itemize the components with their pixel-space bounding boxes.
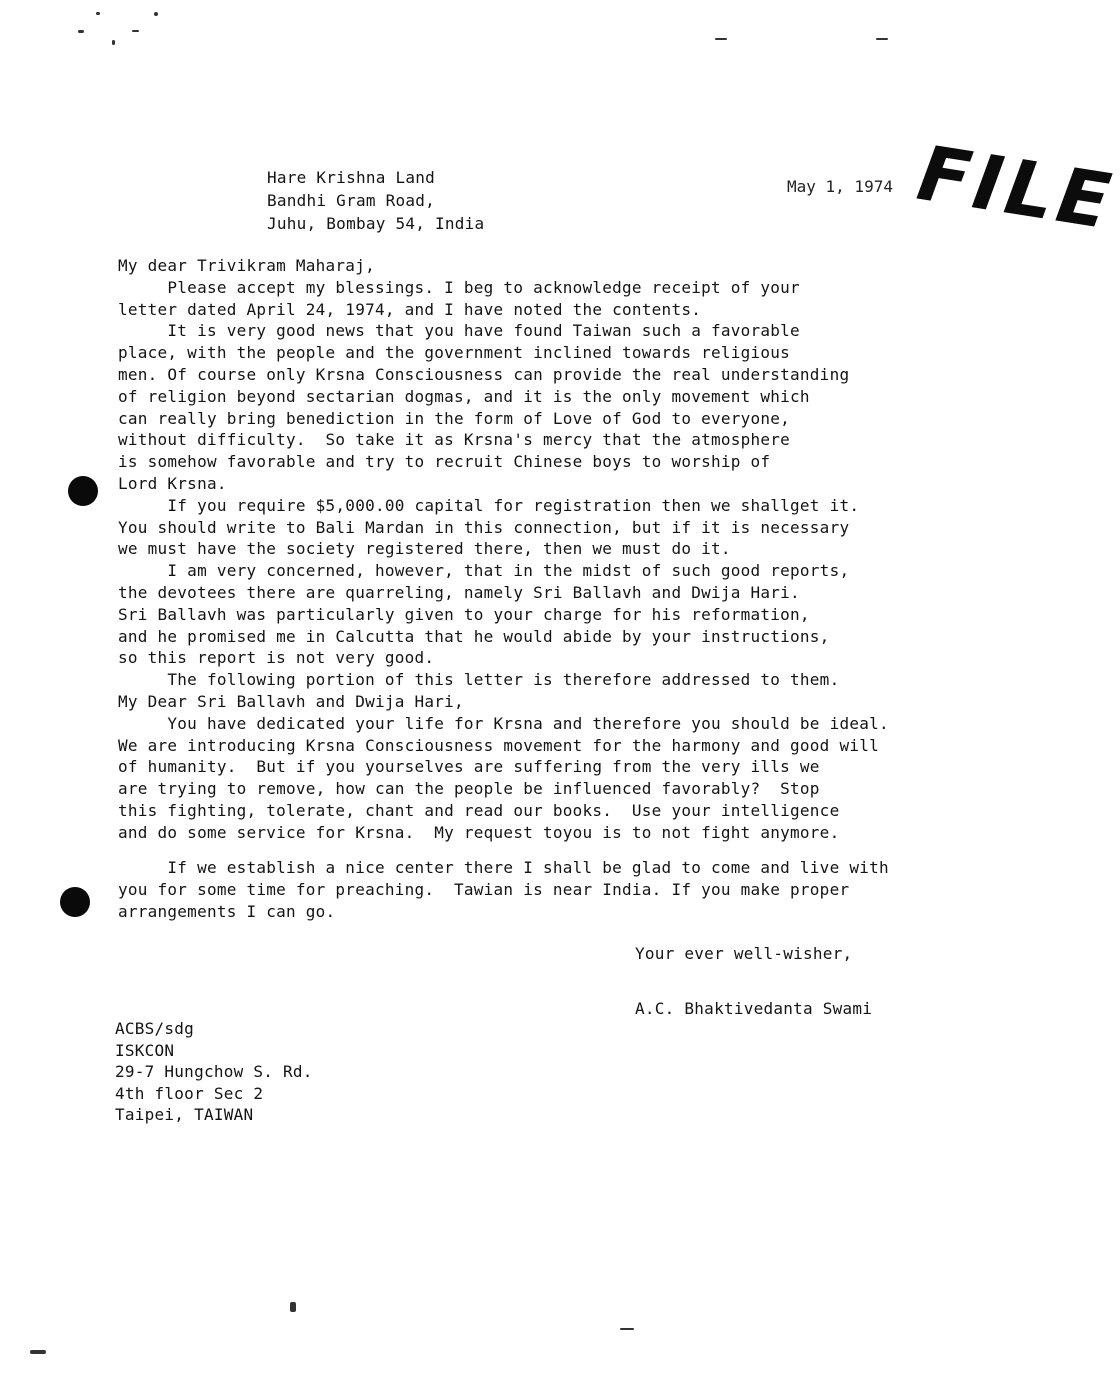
body-line: The following portion of this letter is therefore addressed to them. [118, 670, 840, 690]
body-line: We are introducing Krsna Consciousness movement for the harmony and good will [118, 735, 879, 755]
valediction-block [635, 943, 852, 965]
body-line: Lord Krsna. [118, 473, 227, 493]
body-line: place, with the people and the government inclined towards religious [118, 343, 791, 363]
scan-speck [154, 12, 158, 16]
body-line: Sri Ballavh was particularly given to your charge for his reformation, [118, 604, 810, 624]
signature: A.C. Bhaktivedanta Swami [635, 999, 873, 1018]
scan-speck [715, 38, 727, 40]
recipient-line: Taipei, TAIWAN [115, 1105, 254, 1124]
closing-line: you for some time for preaching. Tawian is near India. If you make proper [118, 879, 850, 899]
body-line: You should write to Bali Mardan in this connection, but if it is necessary [118, 517, 850, 537]
body-line: so this report is not very good. [118, 648, 435, 668]
body-line: My dear Trivikram Maharaj, [118, 256, 375, 275]
signature-block [635, 998, 872, 1020]
valediction: Your ever well-wisher, [635, 944, 853, 963]
scan-speck [30, 1350, 46, 1354]
body-line: and do some service for Krsna. My request toyou is to not fight anymore. [118, 822, 840, 842]
closing-line: arrangements I can go. [118, 901, 336, 921]
recipient-address [115, 1018, 313, 1126]
scan-speck [290, 1302, 296, 1312]
body-line: of religion beyond sectarian dogmas, and it is the only movement which [118, 386, 810, 406]
body-line: Please accept my blessings. I beg to acknowledge receipt of your [118, 277, 800, 297]
body-line: It is very good news that you have found Taiwan such a favorable [118, 321, 800, 341]
body-line: without difficulty. So take it as Krsna's mercy that the atmosphere [118, 430, 791, 450]
punch-hole [60, 887, 90, 917]
address-line: Bandhi Gram Road, [267, 191, 436, 210]
body-line: this fighting, tolerate, chant and read our books. Use your intelligence [118, 800, 840, 820]
scan-speck [112, 40, 115, 45]
recipient-line: 29-7 Hungchow S. Rd. [115, 1062, 313, 1081]
body-line: men. Of course only Krsna Consciousness can provide the real understanding [118, 364, 850, 384]
body-line: If you require $5,000.00 capital for registration then we shallget it. [118, 495, 860, 515]
address-line: Hare Krishna Land [267, 168, 436, 187]
body-line: are trying to remove, how can the people be influenced favorably? Stop [118, 779, 820, 799]
scan-speck [876, 38, 888, 40]
punch-hole [68, 476, 98, 506]
scan-speck [78, 30, 84, 33]
body-line: of humanity. But if you yourselves are suffering from the very ills we [118, 757, 820, 777]
body-line: My Dear Sri Ballavh and Dwija Hari, [118, 691, 464, 711]
recipient-line: 4th floor Sec 2 [115, 1083, 264, 1103]
body-line: we must have the society registered there, then we must do it. [118, 539, 731, 559]
body-line: the devotees there are quarreling, namely Sri Ballavh and Dwija Hari. [118, 582, 800, 602]
body-line: letter dated April 24, 1974, and I have noted the contents. [118, 299, 702, 319]
letter-date: May 1, 1974 [787, 177, 893, 196]
body-line: and he promised me in Calcutta that he would abide by your instructions, [118, 626, 830, 646]
closing-line: If we establish a nice center there I shall be glad to come and live with [118, 858, 889, 877]
recipient-line: ISKCON [115, 1040, 175, 1060]
body-line: I am very concerned, however, that in the midst of such good reports, [118, 561, 850, 581]
scan-speck [620, 1328, 634, 1330]
body-line: can really bring benediction in the form of Love of God to everyone, [118, 408, 791, 428]
body-line: is somehow favorable and try to recruit Chinese boys to worship of [118, 452, 771, 472]
letter-body [118, 255, 889, 844]
scan-speck [132, 30, 139, 32]
address-line: Juhu, Bombay 54, India [267, 214, 485, 233]
sender-address [267, 166, 484, 235]
recipient-line: ACBS/sdg [115, 1019, 195, 1038]
scan-speck [96, 12, 100, 15]
file-stamp: FILE [912, 128, 1120, 247]
closing-paragraph [118, 857, 889, 922]
body-line: You have dedicated your life for Krsna and therefore you should be ideal. [118, 713, 889, 733]
